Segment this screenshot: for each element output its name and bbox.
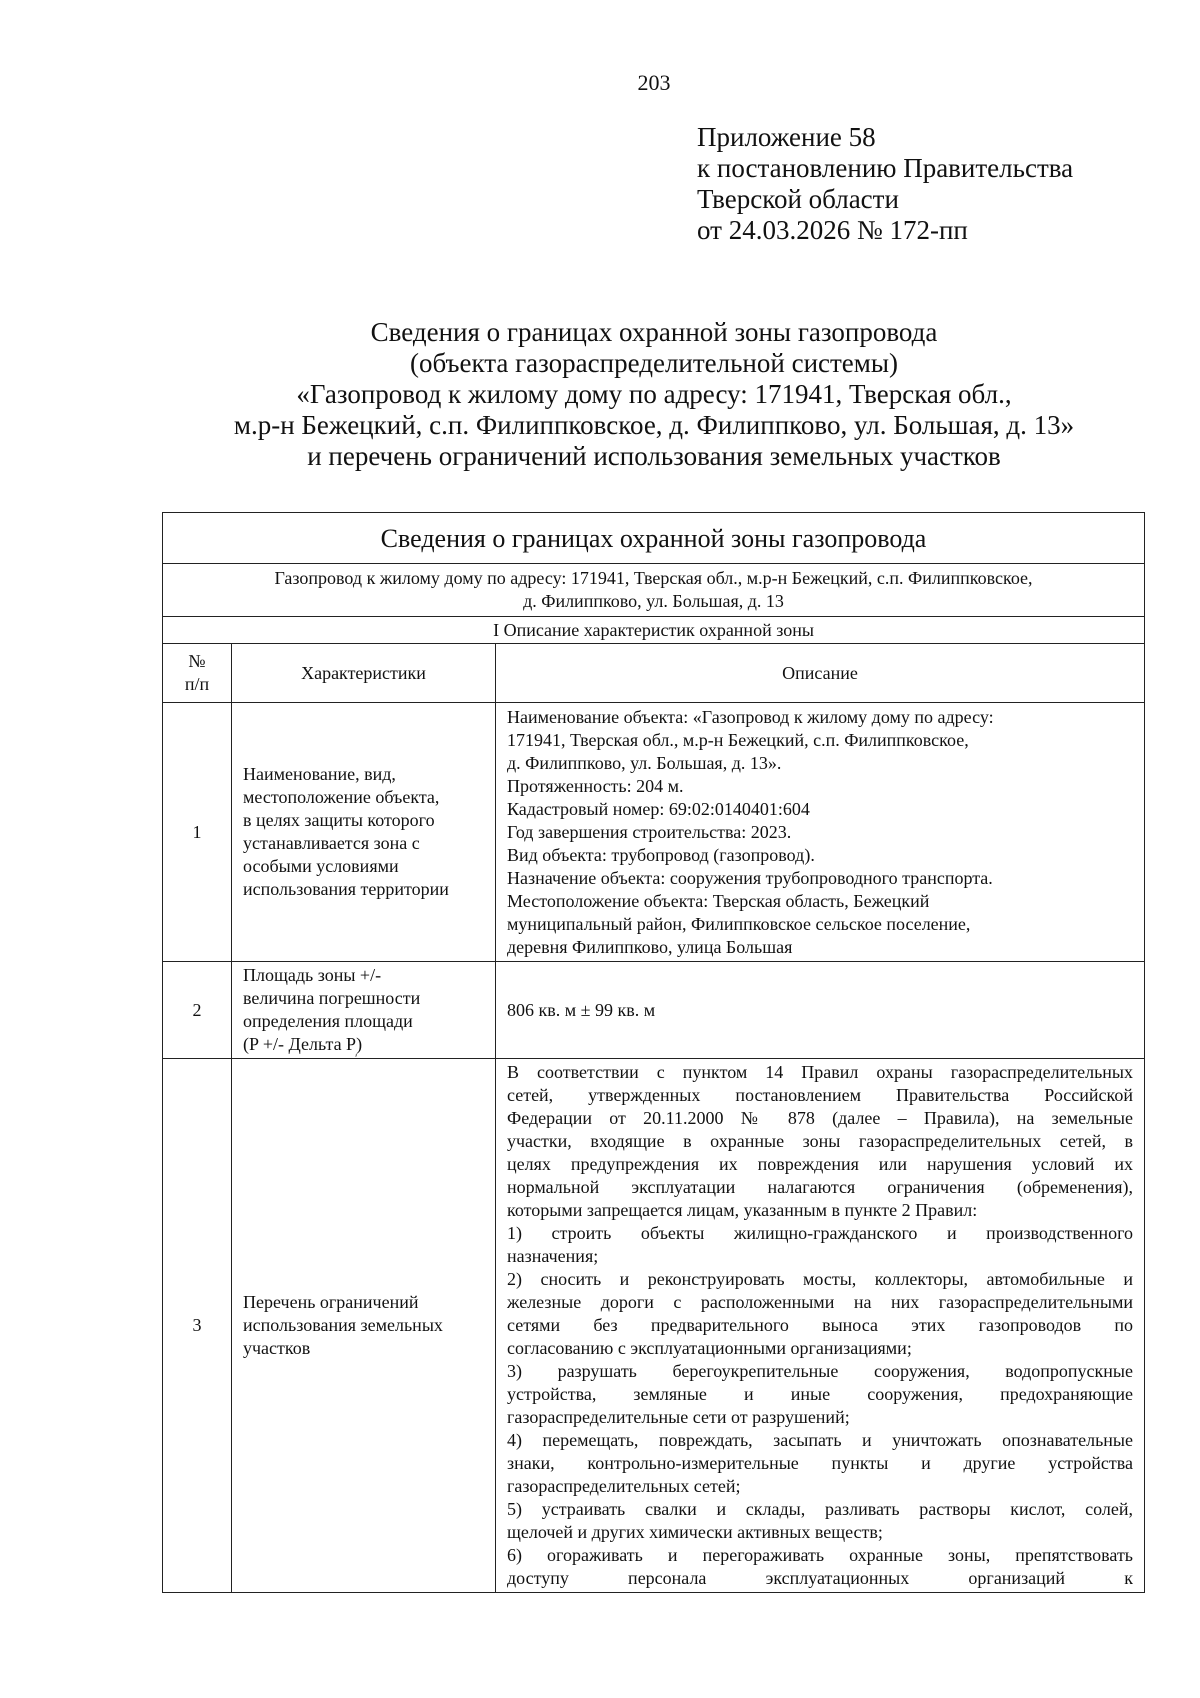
- text-line: целях предупреждения их повреждения или нарушения условий их: [507, 1154, 1134, 1174]
- table-row: [163, 1059, 1145, 1593]
- text-line: В соответствии с пунктом 14 Правил охраны газораспределительных: [507, 1062, 1134, 1082]
- text-line: деревня Филиппково, улица Большая: [507, 936, 793, 957]
- column-header-characteristics: Характеристики: [232, 644, 496, 703]
- row-number: 2: [163, 962, 232, 1059]
- text-line: которыми запрещается лицам, указанным в пункте 2 Правил:: [507, 1200, 978, 1220]
- title-line: м.р-н Бежецкий, с.п. Филиппковское, д. Филиппково, ул. Большая, д. 13»: [233, 410, 1075, 440]
- document-title: [0, 317, 1200, 472]
- column-header-number-line: п/п: [184, 674, 210, 694]
- text-line: устанавливается зона с: [243, 833, 420, 853]
- text-line: участки, входящие в охранные зоны газораспределительных сетей, в: [507, 1131, 1134, 1151]
- section-header: I Описание характеристик охранной зоны: [163, 617, 1145, 644]
- title-line: Сведения о границах охранной зоны газопровода: [370, 317, 938, 347]
- appendix-line: к постановлению Правительства: [697, 153, 1074, 183]
- title-line: (объекта газораспределительной системы): [409, 348, 899, 378]
- subheader-line: д. Филиппково, ул. Большая, д. 13: [523, 591, 784, 611]
- text-line: определения площади: [243, 1011, 413, 1031]
- table-subheader: [163, 564, 1145, 617]
- row-characteristic: [232, 703, 496, 962]
- text-line: 171941, Тверская обл., м.р-н Бежецкий, с.п. Филиппковское,: [507, 729, 969, 750]
- table-row: [163, 962, 1145, 1059]
- text-line: величина погрешности: [243, 988, 421, 1008]
- text-line: Кадастровый номер: 69:02:0140401:604: [507, 798, 810, 819]
- title-line: и перечень ограничений использования земельных участков: [307, 441, 1001, 471]
- zone-table: [162, 512, 1145, 1593]
- row-characteristic: [232, 1059, 496, 1593]
- appendix-line: Тверской области: [697, 184, 899, 214]
- table-header: Сведения о границах охранной зоны газопровода: [163, 513, 1145, 564]
- row-number: 3: [163, 1059, 232, 1593]
- text-line: 1) строить объекты жилищно-гражданского и производственного: [507, 1223, 1134, 1243]
- text-line: устройства, земляные и иные сооружения, предохраняющие: [507, 1384, 1134, 1404]
- subheader-line: Газопровод к жилому дому по адресу: 171941, Тверская обл., м.р-н Бежецкий, с.п. Филиппковское,: [274, 568, 1033, 588]
- text-line: (P +/- Дельта P): [243, 1034, 363, 1054]
- text-line: 2) сносить и реконструировать мосты, коллекторы, автомобильные и: [507, 1269, 1134, 1289]
- text-line: Площадь зоны +/-: [243, 965, 382, 985]
- text-line: нормальной эксплуатации налагаются ограничения (обременения),: [507, 1177, 1134, 1197]
- title-line: «Газопровод к жилому дому по адресу: 171941, Тверская обл.,: [296, 379, 1012, 409]
- text-line: Федерации от 20.11.2000 № 878 (далее – Правила), на земельные: [507, 1108, 1134, 1128]
- text-line: 4) перемещать, повреждать, засыпать и уничтожать опознавательные: [507, 1430, 1134, 1450]
- text-line: Год завершения строительства: 2023.: [507, 821, 792, 842]
- text-line: Протяженность: 204 м.: [507, 775, 684, 796]
- text-line: 3) разрушать берегоукрепительные сооружения, водопропускные: [507, 1361, 1134, 1381]
- text-line: местоположение объекта,: [243, 787, 440, 807]
- text-line: участков: [243, 1338, 311, 1358]
- text-line: использования земельных: [243, 1315, 443, 1335]
- table-row: [163, 703, 1145, 962]
- text-line: использования территории: [243, 879, 449, 899]
- text-line: согласованию с эксплуатационными организациями;: [507, 1338, 912, 1358]
- text-line: газораспределительных сетей;: [507, 1476, 741, 1496]
- text-line: особыми условиями: [243, 856, 399, 876]
- scan-mark: ʹ: [355, 1051, 358, 1065]
- text-line: 5) устраивать свалки и склады, разливать растворы кислот, солей,: [507, 1499, 1134, 1519]
- page-number: 203: [637, 70, 671, 95]
- row-description: [496, 1059, 1145, 1593]
- text-line: Местоположение объекта: Тверская область, Бежецкий: [507, 890, 930, 911]
- column-header-number-line: №: [188, 651, 206, 671]
- text-line: Вид объекта: трубопровод (газопровод).: [507, 844, 815, 865]
- text-line: сетями без предварительного выноса этих газопроводов по: [507, 1315, 1134, 1335]
- appendix-line: от 24.03.2026 № 172-пп: [697, 215, 968, 245]
- row-description: 806 кв. м ± 99 кв. м: [496, 962, 1145, 1059]
- column-header-description: Описание: [496, 644, 1145, 703]
- text-line: муниципальный район, Филиппковское сельское поселение,: [507, 913, 971, 934]
- row-description: [496, 703, 1145, 962]
- text-line: Назначение объекта: сооружения трубопроводного транспорта.: [507, 867, 993, 888]
- row-characteristic: [232, 962, 496, 1059]
- appendix-line: Приложение 58: [697, 122, 876, 152]
- text-line: сетей, утвержденных постановлением Правительства Российской: [507, 1085, 1134, 1105]
- text-line: щелочей и других химически активных веществ;: [507, 1522, 883, 1542]
- text-line: знаки, контрольно-измерительные пункты и другие устройства: [507, 1453, 1134, 1473]
- text-line: Наименование объекта: «Газопровод к жилому дому по адресу:: [507, 706, 994, 727]
- text-line: 6) огораживать и перегораживать охранные зоны, препятствовать: [507, 1545, 1134, 1565]
- text-line: д. Филиппково, ул. Большая, д. 13».: [507, 752, 782, 773]
- text-line: доступу персонала эксплуатационных организаций к: [507, 1568, 1134, 1588]
- column-header-number: [163, 644, 232, 703]
- row-number: 1: [163, 703, 232, 962]
- appendix-block: [697, 122, 1073, 246]
- text-line: железные дороги с расположенными на них газораспределительными: [507, 1292, 1134, 1312]
- text-line: Перечень ограничений: [243, 1292, 419, 1312]
- text-line: в целях защиты которого: [243, 810, 435, 830]
- text-line: назначения;: [507, 1246, 599, 1266]
- text-line: газораспределительные сети от разрушений;: [507, 1407, 850, 1427]
- text-line: Наименование, вид,: [243, 764, 396, 784]
